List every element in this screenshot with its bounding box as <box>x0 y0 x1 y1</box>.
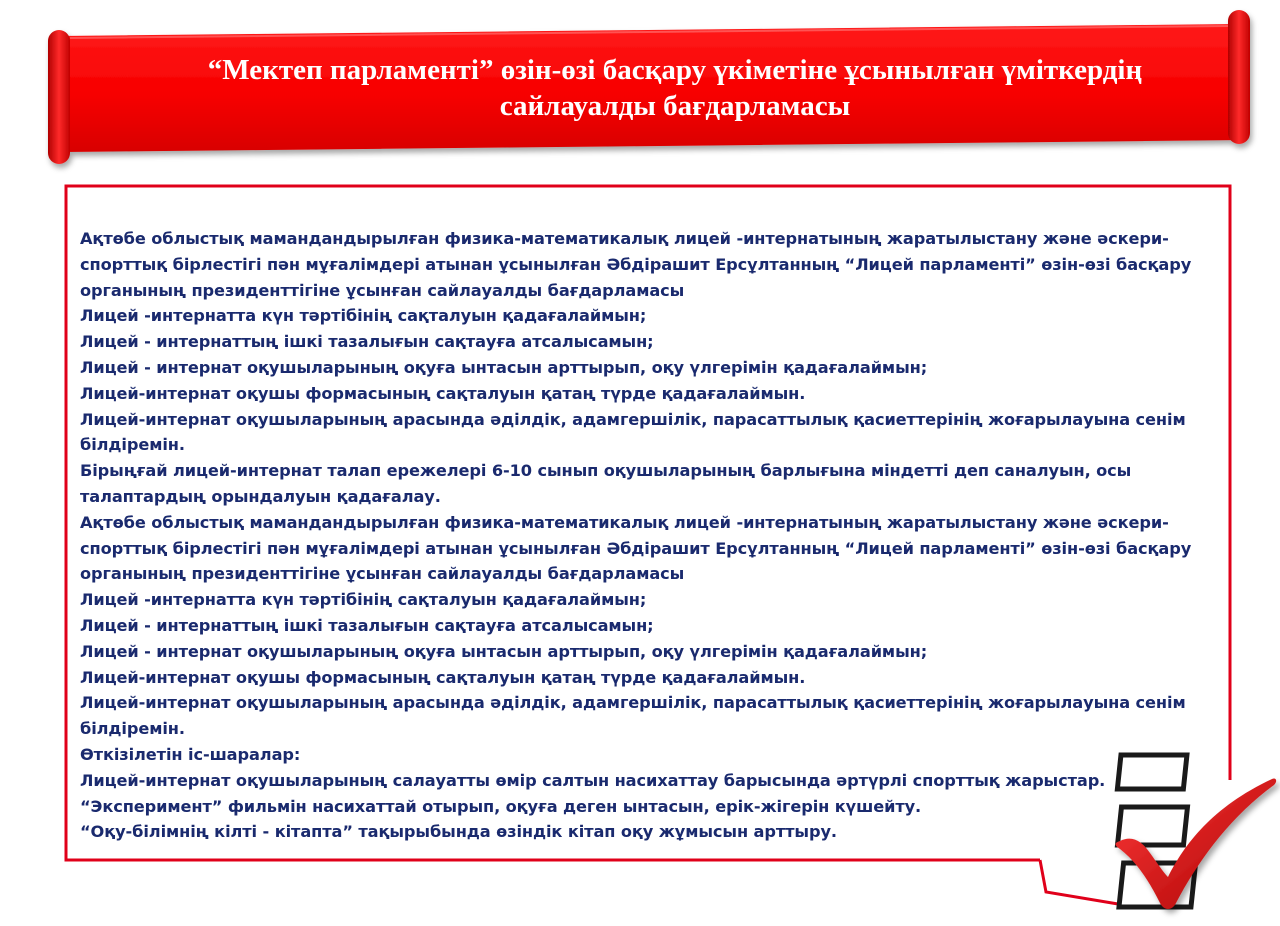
event-item: “Эксперимент” фильмін насихаттай отырып, оқуға деген ынтасын, ерік-жігерін күшейту. <box>80 796 922 816</box>
page-title-line-2: сайлауалды бағдарламасы <box>499 90 851 122</box>
paragraph-item: Лицей - интернат оқушыларының оқуға ынтасын арттырып, оқу үлгерімін қадағалаймын; <box>80 357 928 377</box>
paragraph-item: Лицей-интернат оқушы формасының сақталуын қатаң түрде қадағалаймын. <box>80 667 806 687</box>
event-item: Лицей-интернат оқушыларының салауатты өмір салтын насихаттау барысында әртүрлі спорттық жарыстар. <box>80 770 1106 790</box>
checklist-icon <box>1080 745 1280 926</box>
page-title-line-1: “Мектеп парламенті” өзін-өзі басқару үкіметіне ұсынылған үміткердің <box>207 54 1143 86</box>
event-item: “Оқу-білімнің кілті - кітапта” тақырыбында өзіндік кітап оқу жұмысын арттыру. <box>80 822 837 842</box>
paragraph-item: Лицей-интернат оқушыларының арасында әділдік, адамгершілік, парасаттылық қасиеттерінің жоғарылауына сенім білдіремін. <box>80 693 1186 739</box>
paragraph-item: Лицей -интернатта күн тәртібінің сақталуын қадағалаймын; <box>80 590 647 610</box>
paragraph-item: Лицей -интернатта күн тәртібінің сақталуын қадағалаймын; <box>80 306 647 326</box>
paragraph-item: Бірыңғай лицей-интернат талап ережелері 6-10 сынып оқушыларының барлығына міндетті деп саналуын, осы талаптардың орындалуын қадағалау. <box>80 461 1132 506</box>
paragraph-item: Лицей-интернат оқушы формасының сақталуын қатаң түрде қадағалаймын. <box>80 383 806 403</box>
paragraph-item: Лицей - интернат оқушыларының оқуға ынтасын арттырып, оқу үлгерімін қадағалаймын; <box>80 641 928 661</box>
paragraph-intro: Ақтөбе облыстық мамандандырылған физика-математикалық лицей -интернатының жаратылыстану және әскери-спорттық бірлестігі пән мұғалімдері атынан ұсынылған Әбдірашит Ерсұлтанның “Лицей парламенті” өзін-өзі басқару органының президенттігіне ұсынған сайлауалды бағдарламасы <box>80 229 1192 300</box>
paragraph-item: Лицей-интернат оқушыларының арасында әділдік, адамгершілік, парасаттылық қасиеттерінің жоғарылауына сенім білдіремін. <box>80 409 1186 455</box>
paragraph-item: Лицей - интернаттың ішкі тазалығын сақтауға атсалысамын; <box>80 332 654 352</box>
paragraph-intro-repeat: Ақтөбе облыстық мамандандырылған физика-математикалық лицей -интернатының жаратылыстану және әскери-спорттық бірлестігі пән мұғалімдері атынан ұсынылған Әбдірашит Ерсұлтанның “Лицей парламенті” өзін-өзі басқару органының президенттігіне ұсынған сайлауалды бағдарламасы <box>80 512 1192 584</box>
program-text <box>80 226 1210 845</box>
events-heading: Өткізілетін іс-шаралар: <box>80 744 301 764</box>
paragraph-item: Лицей - интернаттың ішкі тазалығын сақтауға атсалысамын; <box>80 615 654 635</box>
